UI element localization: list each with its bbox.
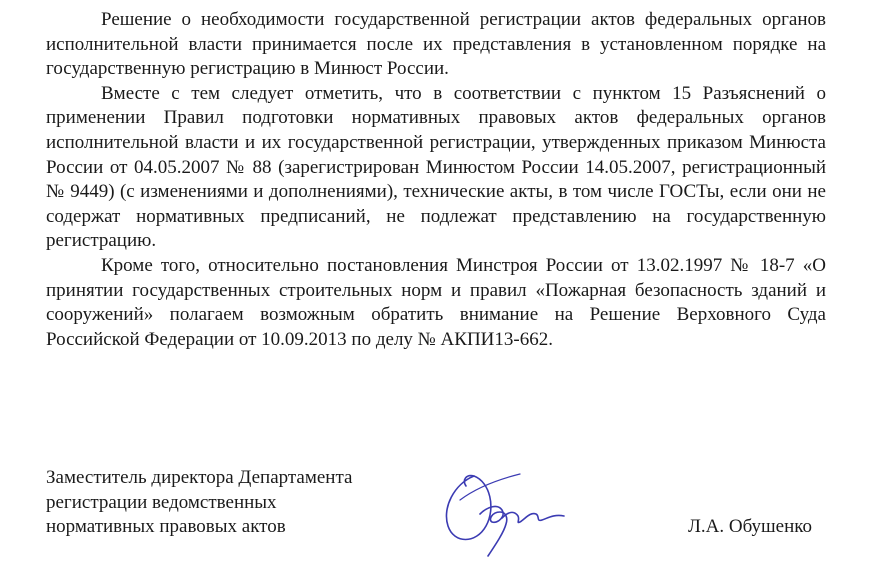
signer-name: Л.А. Обушенко	[688, 516, 813, 537]
handwritten-signature-icon	[436, 466, 576, 561]
signature-stroke	[480, 507, 507, 556]
paragraph-technical-acts: Вместе с тем следует отметить, что в соответствии с пунктом 15 Разъяснений о применении Правил подготовки нормативных правовых актов федеральных органов исполнительной власти и их государственной регистрации, утвержденных приказом Минюста России от 04.05.2007 № 88 (зарегистрирован Минюстом России 14.05.2007, регистрационный № 9449) (с изменениями и дополнениями), технические акты, в том числе ГОСТы, если они не содержат нормативных предписаний, не подлежат представлению на государственную регистрацию.	[46, 82, 826, 252]
position-line: нормативных правовых актов	[46, 516, 286, 538]
position-line: Заместитель директора Департамента	[46, 467, 353, 488]
paragraph-registration-decision: Решение о необходимости государственной регистрации актов федеральных органов исполнительной власти принимается после их представления в установленном порядке на государственную регистрацию в Минюст России.	[46, 9, 826, 80]
position-line: регистрации ведомственных	[46, 491, 277, 513]
signature-stroke	[502, 512, 564, 522]
signature-stroke	[446, 476, 490, 540]
signatory-position	[46, 466, 352, 540]
paragraph-supreme-court: Кроме того, относительно постановления Минстроя России от 13.02.1997 № 18-7 «О принятии государственных строительных норм и правил «Пожарная безопасность зданий и сооружений» полагаем возможным обратить внимание на Решение Верховного Суда Российской Федерации от 10.09.2013 по делу № АКПИ13-662.	[46, 254, 826, 350]
document-body	[46, 8, 826, 352]
